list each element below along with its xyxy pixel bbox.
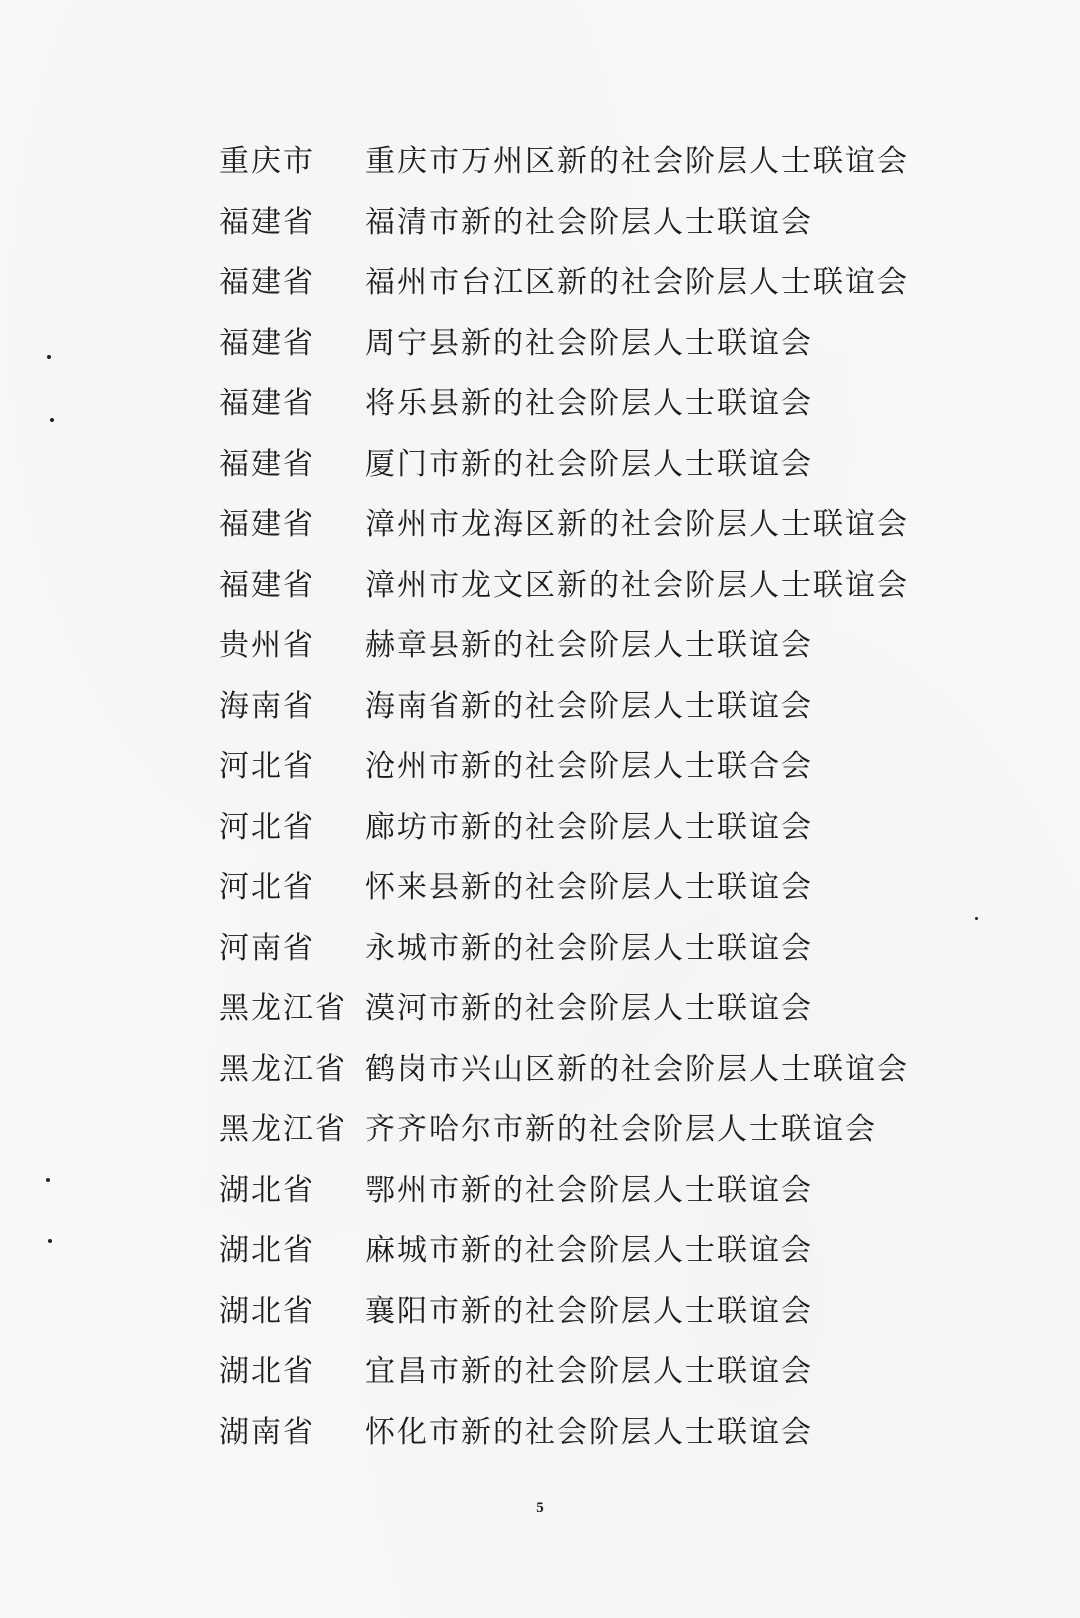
organization-name: 鄂州市新的社会阶层人士联谊会 bbox=[365, 1172, 813, 1208]
organization-name: 将乐县新的社会阶层人士联谊会 bbox=[365, 386, 813, 422]
province-name: 福建省 bbox=[219, 446, 315, 482]
province-name: 河北省 bbox=[219, 870, 315, 906]
scan-speck bbox=[47, 355, 51, 359]
organization-name: 永城市新的社会阶层人士联谊会 bbox=[365, 930, 813, 966]
province-name: 河北省 bbox=[219, 749, 315, 785]
organization-name: 襄阳市新的社会阶层人士联谊会 bbox=[365, 1293, 813, 1329]
province-name: 河北省 bbox=[219, 809, 315, 845]
province-name: 湖北省 bbox=[219, 1293, 315, 1329]
list-item bbox=[219, 794, 979, 855]
list-item bbox=[219, 552, 979, 613]
scan-speck bbox=[975, 917, 978, 920]
organization-name: 福清市新的社会阶层人士联谊会 bbox=[365, 204, 813, 240]
province-name: 福建省 bbox=[219, 386, 315, 422]
organization-name: 鹤岗市兴山区新的社会阶层人士联谊会 bbox=[365, 1051, 909, 1087]
province-name: 重庆市 bbox=[219, 144, 315, 180]
province-name: 黑龙江省 bbox=[219, 1112, 347, 1148]
organization-name: 漳州市龙文区新的社会阶层人士联谊会 bbox=[365, 567, 909, 603]
organization-name: 廊坊市新的社会阶层人士联谊会 bbox=[365, 809, 813, 845]
province-name: 湖北省 bbox=[219, 1172, 315, 1208]
organization-name: 漠河市新的社会阶层人士联谊会 bbox=[365, 991, 813, 1027]
province-name: 福建省 bbox=[219, 507, 315, 543]
organization-name: 怀化市新的社会阶层人士联谊会 bbox=[365, 1414, 813, 1450]
organization-name: 赫章县新的社会阶层人士联谊会 bbox=[365, 628, 813, 664]
list-item bbox=[219, 1338, 979, 1399]
list-item bbox=[219, 673, 979, 734]
list-item bbox=[219, 491, 979, 552]
list-item bbox=[219, 1278, 979, 1339]
province-name: 湖南省 bbox=[219, 1414, 315, 1450]
organization-name: 齐齐哈尔市新的社会阶层人士联谊会 bbox=[365, 1112, 877, 1148]
list-item bbox=[219, 915, 979, 976]
page-number: 5 bbox=[536, 1500, 544, 1516]
province-name: 福建省 bbox=[219, 204, 315, 240]
province-name: 黑龙江省 bbox=[219, 991, 347, 1027]
organization-name: 怀来县新的社会阶层人士联谊会 bbox=[365, 870, 813, 906]
scan-speck bbox=[50, 418, 54, 422]
list-item bbox=[219, 310, 979, 371]
list-item bbox=[219, 1036, 979, 1097]
list-item bbox=[219, 128, 979, 189]
list-item bbox=[219, 854, 979, 915]
organization-name: 沧州市新的社会阶层人士联合会 bbox=[365, 749, 813, 785]
list-item bbox=[219, 1096, 979, 1157]
list-item bbox=[219, 249, 979, 310]
province-name: 海南省 bbox=[219, 688, 315, 724]
list-item bbox=[219, 189, 979, 250]
organization-name: 漳州市龙海区新的社会阶层人士联谊会 bbox=[365, 507, 909, 543]
list-item bbox=[219, 370, 979, 431]
list-item bbox=[219, 612, 979, 673]
province-name: 福建省 bbox=[219, 325, 315, 361]
organization-name: 重庆市万州区新的社会阶层人士联谊会 bbox=[365, 144, 909, 180]
organization-name: 海南省新的社会阶层人士联谊会 bbox=[365, 688, 813, 724]
province-name: 河南省 bbox=[219, 930, 315, 966]
list-item bbox=[219, 1399, 979, 1460]
province-name: 湖北省 bbox=[219, 1354, 315, 1390]
organization-name: 周宁县新的社会阶层人士联谊会 bbox=[365, 325, 813, 361]
province-name: 贵州省 bbox=[219, 628, 315, 664]
organization-name: 厦门市新的社会阶层人士联谊会 bbox=[365, 446, 813, 482]
province-name: 湖北省 bbox=[219, 1233, 315, 1269]
list-item bbox=[219, 1217, 979, 1278]
province-name: 黑龙江省 bbox=[219, 1051, 347, 1087]
organization-name: 宜昌市新的社会阶层人士联谊会 bbox=[365, 1354, 813, 1390]
province-name: 福建省 bbox=[219, 265, 315, 301]
organization-list bbox=[219, 128, 979, 1459]
organization-name: 麻城市新的社会阶层人士联谊会 bbox=[365, 1233, 813, 1269]
organization-name: 福州市台江区新的社会阶层人士联谊会 bbox=[365, 265, 909, 301]
list-item bbox=[219, 733, 979, 794]
list-item bbox=[219, 975, 979, 1036]
list-item bbox=[219, 1157, 979, 1218]
scan-speck bbox=[48, 1239, 52, 1243]
list-item bbox=[219, 431, 979, 492]
province-name: 福建省 bbox=[219, 567, 315, 603]
scan-speck bbox=[46, 1178, 50, 1182]
